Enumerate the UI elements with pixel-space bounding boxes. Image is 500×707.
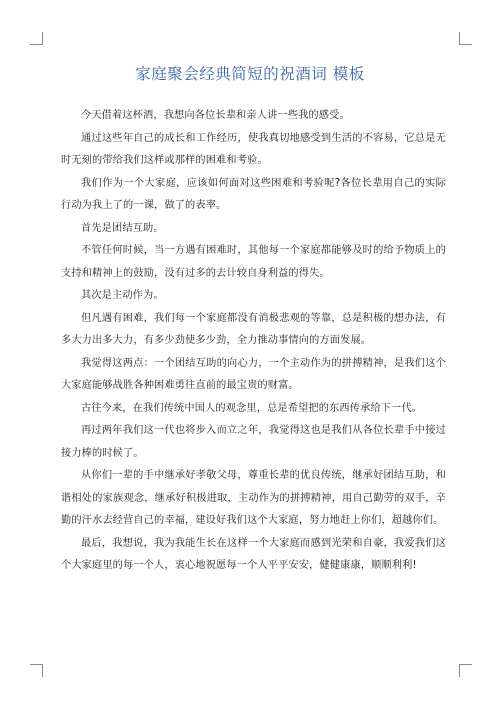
paragraph: 今天借着这杯酒，我想向各位长辈和亲人讲一些我的感受。	[81, 110, 350, 121]
paragraph: 我们作为一个大家庭，应该如何面对这些困难和考验呢?各位长辈用自己的实际行动为我上了的一课，做了的表率。	[61, 177, 446, 211]
crop-mark-top-right	[459, 32, 472, 45]
paragraph: 古往今来，在我们传统中国人的观念里，总是希望把的东西传承给下一代。	[81, 402, 423, 414]
crop-mark-bottom-right	[459, 664, 472, 677]
crop-mark-top-left	[30, 32, 43, 45]
paragraph: 从你们一辈的手中继承好孝敬父母，尊重长辈的优良传统，继承好团结互助，和谐相处的家族观念，继承好积极进取，主动作为的拼搏精神，用自己勤劳的双手，辛勤的汗水去经营自己的幸福，建设好我们这个大家庭，努力地赶上你们，超越你们。	[61, 470, 446, 526]
document-title: 家庭聚会经典简短的祝酒词 模板	[135, 65, 365, 83]
crop-mark-bottom-left	[30, 664, 43, 677]
paragraph: 首先是团结互助。	[81, 222, 164, 234]
paragraph: 但凡遇有困难，我们每一个家庭都没有消极悲观的等靠，总是积极的想办法，有多大力出多大力，有多少劲使多少劲，全力推动事情向的方面发展。	[61, 312, 446, 346]
document-body	[61, 105, 446, 578]
paragraph: 通过这些年自己的成长和工作经历，使我真切地感受到生活的不容易，它总是无时无刻的带给我们这样或那样的困难和考验。	[61, 132, 446, 166]
paragraph: 不管任何时候，当一方遇有困难时，其他每一个家庭都能够及时的给予物质上的支持和精神上的鼓励，没有过多的去计较自身利益的得失。	[61, 245, 446, 279]
paragraph: 我觉得这两点：一个团结互助的向心力，一个主动作为的拼搏精神，是我们这个大家庭能够战胜各种困难勇往直前的最宝贵的财富。	[61, 357, 446, 391]
paragraph: 再过两年我们这一代也将步入而立之年，我觉得这也是我们从各位长辈手中接过接力棒的时候了。	[61, 425, 446, 459]
paragraph: 其次是主动作为。	[81, 290, 164, 301]
paragraph: 最后，我想说，我为我能生长在这样一个大家庭而感到光荣和自豪，我爱我们这个大家庭里的每一个人，衷心地祝愿每一个人平平安安，健健康康，顺顺利利!	[61, 537, 446, 571]
